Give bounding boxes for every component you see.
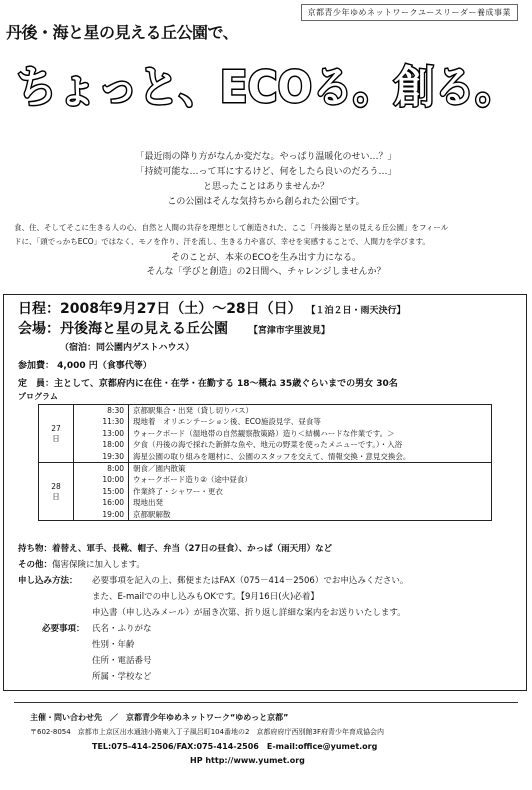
- lodging: （宿泊：同公園内ゲストハウス）: [60, 343, 195, 353]
- date-value: 2008年9月27日（土）〜28日（日）: [60, 301, 302, 317]
- intro-closing-1: そのことが、本来のECOを生み出す力になる。: [170, 253, 362, 263]
- event: 現地着 オリエンテーション後、ECO施設見学、昼食等: [133, 417, 321, 427]
- time: 19:00: [102, 509, 124, 519]
- day-unit: 日: [52, 433, 60, 443]
- time: 10:00: [102, 475, 124, 485]
- program-events: [129, 463, 492, 521]
- program-times: [74, 463, 129, 521]
- time: 18:00: [102, 440, 124, 450]
- date-label: 日程：: [18, 301, 60, 317]
- footer-divider: [14, 702, 518, 703]
- other-label: その他：: [18, 560, 53, 570]
- items-label: 持ち物：: [18, 544, 53, 554]
- intro-paragraph-1: 食、住、そしてそこに生きる人の心、自然と人間の共存を理想として創造された、ここ「丹後海と星の見える丘公園」をフィール: [14, 223, 449, 232]
- time: 19:30: [102, 451, 124, 461]
- headline-text: ちょっと、ECOる。創る。: [16, 62, 516, 113]
- intro-quote-3: と思ったことはありませんか？: [202, 182, 329, 192]
- time: 11:30: [102, 417, 124, 427]
- intro-quote-4: この公園はそんな気持ちから創られた公園です。: [167, 197, 365, 207]
- program-tag: 京都青少年ゆめネットワークユースリーダー養成事業: [301, 4, 518, 21]
- capacity-line: [18, 376, 398, 389]
- venue-label: 会場：: [18, 321, 60, 337]
- event: ウォークボード（湿地帯の自然観察散策路）造り＜結構ハードな作業です。＞: [133, 428, 395, 438]
- program-row-day1: [39, 405, 492, 463]
- program-day: [39, 463, 74, 521]
- subtitle: 丹後・海と星の見える丘公園で、: [6, 23, 239, 42]
- apply-line-3: 申込書（申し込みメール）が届き次第、折り返し詳細な案内をお送りいたします。: [92, 608, 406, 618]
- day-unit: 日: [52, 491, 60, 501]
- capacity-value: 主として、京都府内に在住・在学・在勤する 18〜概ね 35歳ぐらいまでの男女 30名: [54, 379, 398, 389]
- event: 作業終了・シャワー・更衣: [133, 486, 223, 496]
- fee-value: 4,000 円（食事代等）: [57, 361, 152, 371]
- day-number: 27: [51, 423, 61, 433]
- other-value: 傷害保険に加入します。: [52, 560, 145, 570]
- event: 京都駅集合・出発（貸し切りバス）: [133, 406, 253, 415]
- date-note: 【１泊２日・雨天決行】: [306, 306, 406, 316]
- event: ウォークボード造り②（途中昼食）: [133, 475, 252, 485]
- contact-title: 主催・問い合わせ先 ／ 京都青少年ゆめネットワーク“ゆめっと京都”: [30, 713, 289, 722]
- program-day: [39, 405, 74, 463]
- event: 現地出発: [133, 498, 163, 508]
- apply-line-2: また、E-mailでの申し込みもOKです。【9月16日(火)必着】: [92, 592, 319, 602]
- intro-quote-1: 「最近雨の降り方がなんか変だな。やっぱり温暖化のせい…？」: [135, 152, 397, 162]
- required-item: 住所・電話番号: [92, 656, 152, 666]
- date-line: [18, 298, 406, 318]
- intro-paragraph-2: ドに、「頭でっかちECO」ではなく、モノを作り、汗を流し、生きる力や喜び、幸せを実感することで、人間力を学びます。: [14, 237, 430, 246]
- time: 8:00: [107, 464, 124, 474]
- contact-hp[interactable]: HP http://www.yumet.org: [190, 756, 305, 765]
- apply-line-1: 必要事項を記入の上、郵便またはFAX（075－414－2506）でお申込みください。: [92, 576, 409, 586]
- venue-note: 【宮津市字里波見】: [248, 326, 330, 336]
- time: 16:00: [102, 498, 124, 508]
- items-line: [18, 542, 332, 554]
- required-label: 必要事項：: [42, 624, 85, 634]
- venue-line: [18, 318, 330, 338]
- time: 15:00: [102, 486, 124, 496]
- time: 13:00: [102, 428, 124, 438]
- capacity-label: 定 員：: [18, 379, 55, 389]
- day-number: 28: [51, 481, 61, 491]
- time: 8:30: [107, 406, 124, 415]
- intro-quote-2: 「持続可能な…って耳にするけど、何をしたら良いのだろう…」: [135, 167, 397, 177]
- apply-label: 申し込み方法：: [18, 576, 78, 586]
- program-label: プログラム: [18, 392, 58, 401]
- program-events: [129, 405, 492, 463]
- fee-line: [18, 358, 152, 371]
- event: 京都駅解散: [133, 509, 171, 519]
- required-item: 所属・学校など: [92, 672, 152, 682]
- required-item: 性別・年齢: [92, 640, 135, 650]
- contact-address: 〒602-8054 京都市上京区出水通油小路東入丁子風呂町104番地の2 京都府府庁西別館3F府青少年育成協会内: [30, 728, 384, 736]
- event: 海星公園の取り組みを題材に、公園のスタッフを交えて、情報交換・意見交換会。: [133, 451, 411, 461]
- program-times: [74, 405, 129, 463]
- event: 夕食（丹後の海で採れた新鮮な魚や、地元の野菜を使ったメニューです。）・入浴: [133, 440, 403, 450]
- items-value: 着替え、軍手、長靴、帽子、弁当（27日の昼食）、かっぱ（雨天用）など: [52, 544, 333, 554]
- venue-value: 丹後海と星の見える丘公園: [60, 321, 228, 337]
- required-item: 氏名・ふりがな: [92, 624, 152, 634]
- headline-banner: [0, 52, 532, 118]
- program-row-day2: [39, 463, 492, 521]
- intro-closing-2: そんな「学びと創造」の2日間へ、チャレンジしませんか？: [146, 267, 386, 277]
- contact-phone: TEL:075-414-2506/FAX:075-414-2506 E-mail:office@yumet.org: [92, 742, 378, 751]
- fee-label: 参加費：: [18, 361, 55, 371]
- program-table: [38, 404, 492, 521]
- event: 朝食／園内散策: [133, 464, 186, 474]
- other-line: [18, 558, 145, 570]
